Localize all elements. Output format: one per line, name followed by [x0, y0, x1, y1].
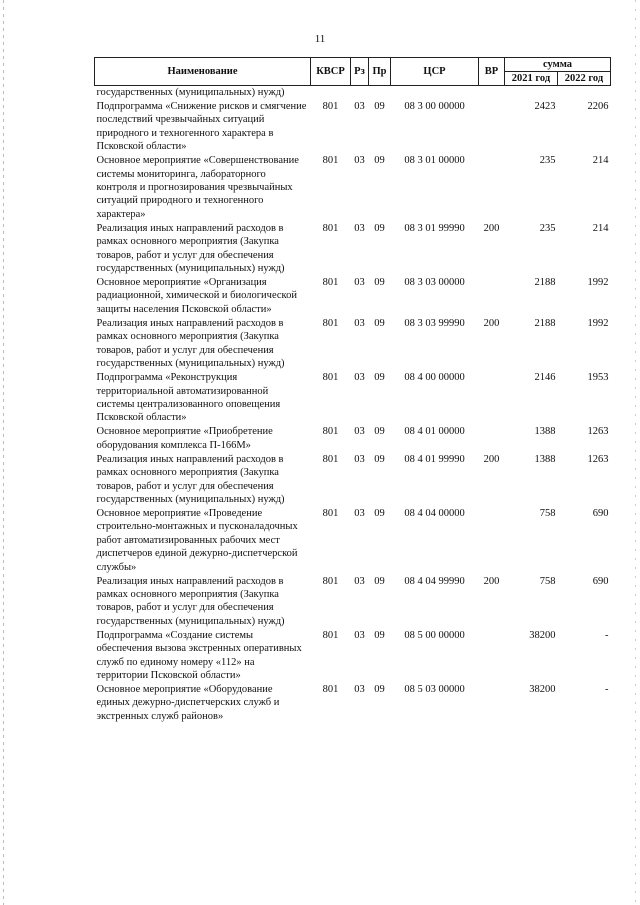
cell-pr: 09 [374, 507, 385, 519]
cell-csr: 08 3 03 99990 [404, 317, 465, 329]
cell-2022: 1263 [587, 453, 609, 465]
cell-2021 [505, 86, 558, 101]
cell-2021: 1388 [534, 453, 556, 465]
cell-vr [479, 683, 505, 724]
table-row [95, 276, 611, 317]
cell-2022 [558, 86, 611, 101]
cell-pr: 09 [374, 155, 385, 167]
cell-2022: 1263 [587, 426, 609, 438]
cell-rz: 03 [354, 317, 365, 329]
header-pr: Пр [369, 58, 391, 86]
cell-kvsr: 801 [322, 222, 339, 234]
cell-2021: 38200 [529, 684, 556, 695]
table-row [95, 100, 611, 154]
table-row [95, 222, 611, 276]
cell-kvsr: 801 [322, 575, 339, 587]
table-row [95, 317, 611, 371]
table-row [95, 507, 611, 575]
cell-vr [479, 100, 505, 154]
header-csr: ЦСР [391, 58, 479, 86]
table-row [95, 425, 611, 452]
cell-vr: 200 [483, 575, 500, 587]
cell-rz: 03 [354, 277, 365, 289]
cell-csr: 08 3 01 99990 [404, 222, 465, 234]
cell-2021: 2146 [534, 372, 556, 384]
cell-pr: 09 [374, 222, 385, 234]
table-row [95, 154, 611, 222]
cell-pr [369, 86, 391, 101]
cell-2022: 1953 [587, 372, 609, 384]
cell-2022: 690 [592, 575, 609, 587]
cell-rz: 03 [354, 372, 365, 384]
cell-2021: 2188 [534, 277, 556, 289]
cell-2022: 1992 [587, 317, 609, 329]
cell-vr [479, 154, 505, 222]
header-rz: Рз [351, 58, 369, 86]
cell-vr [479, 507, 505, 575]
cell-kvsr: 801 [322, 277, 339, 289]
cell-kvsr: 801 [322, 426, 339, 438]
cell-name: Основное мероприятие «Приобретение оборудования комплекса П-166М» [96, 426, 273, 451]
table-row [95, 629, 611, 683]
cell-kvsr: 801 [322, 453, 339, 465]
cell-kvsr: 801 [322, 155, 339, 167]
cell-csr: 08 3 00 00000 [404, 101, 465, 112]
cell-name: Реализация иных направлений расходов в рамках основного мероприятия (Закупка товаров, работ и услуг для обеспечения государственных (муниципальных) нужд) [96, 317, 285, 370]
cell-pr: 09 [374, 575, 385, 587]
budget-table [94, 57, 611, 724]
cell-vr [479, 371, 505, 425]
cell-name: Подпрограмма «Снижение рисков и смягчение последствий чрезвычайных ситуаций природного и техногенного характера в Псковской области» [96, 101, 307, 153]
cell-csr: 08 3 03 00000 [404, 277, 465, 289]
cell-name: Основное мероприятие «Оборудование единых дежурно-диспетчерских служб и экстренных служб районов» [96, 684, 280, 722]
cell-2021: 1388 [534, 426, 556, 438]
header-2022: 2022 год [558, 72, 611, 86]
table-body [95, 86, 611, 724]
cell-name: Основное мероприятие «Организация радиационной, химической и биологической защиты населения Псковской области» [96, 277, 297, 315]
table-header [95, 58, 611, 86]
cell-2022: 690 [592, 507, 609, 519]
cell-name: Подпрограмма «Создание системы обеспечения вызова экстренных оперативных служб по единому номеру «112» на территории Псковской области» [96, 629, 302, 681]
cell-2021: 235 [539, 155, 556, 167]
cell-pr: 09 [374, 101, 385, 112]
cell-2021: 235 [539, 222, 556, 234]
cell-vr: 200 [483, 317, 500, 329]
cell-kvsr: 801 [322, 372, 339, 384]
header-vr: ВР [479, 58, 505, 86]
page-number: 11 [314, 33, 326, 45]
header-2021: 2021 год [505, 72, 558, 86]
cell-kvsr: 801 [322, 101, 339, 112]
table-row [95, 453, 611, 507]
cell-rz: 03 [354, 155, 365, 167]
cell-2022: 214 [592, 222, 609, 234]
cell-name: Реализация иных направлений расходов в рамках основного мероприятия (Закупка товаров, работ и услуг для обеспечения государственных (муниципальных) нужд) [96, 453, 285, 505]
cell-vr: 200 [483, 453, 500, 465]
cell-2021: 2188 [534, 317, 556, 329]
cell-csr: 08 3 01 00000 [404, 155, 465, 167]
cell-2021: 758 [539, 575, 556, 587]
cell-vr [479, 86, 505, 101]
cell-pr: 09 [374, 629, 385, 641]
cell-rz: 03 [354, 507, 365, 519]
cell-kvsr: 801 [322, 507, 339, 519]
cell-2022: - [605, 684, 609, 695]
cell-csr: 08 5 00 00000 [404, 629, 465, 641]
table-row [95, 575, 611, 629]
table-row [95, 371, 611, 425]
cell-rz: 03 [354, 453, 365, 465]
table-row [95, 86, 611, 101]
cell-kvsr: 801 [322, 629, 339, 641]
cell-2021: 2423 [534, 101, 556, 112]
scan-edge-right [635, 0, 636, 905]
header-sum: сумма [505, 58, 611, 72]
cell-csr: 08 4 04 99990 [404, 575, 465, 587]
cell-csr: 08 4 01 99990 [404, 453, 465, 465]
cell-csr: 08 4 00 00000 [404, 372, 465, 384]
cell-kvsr [311, 86, 351, 101]
header-kvsr: КВСР [311, 58, 351, 86]
cell-pr: 09 [374, 277, 385, 289]
cell-name: Реализация иных направлений расходов в рамках основного мероприятия (Закупка товаров, работ и услуг для обеспечения государственных (муниципальных) нужд) [96, 575, 285, 627]
cell-csr: 08 4 01 00000 [404, 426, 465, 438]
cell-name: Основное мероприятие «Совершенствование системы мониторинга, лабораторного контроля и прогнозирования чрезвычайных ситуаций природного и техногенного характера» [96, 155, 299, 220]
cell-name: Подпрограмма «Реконструкция территориальной автоматизированной системы централизованного оповещения Псковской области» [96, 372, 281, 424]
cell-name: Реализация иных направлений расходов в рамках основного мероприятия (Закупка товаров, работ и услуг для обеспечения государственных (муниципальных) нужд) [96, 222, 285, 275]
scan-edge-left [3, 0, 4, 905]
cell-pr: 09 [374, 426, 385, 438]
cell-vr [479, 425, 505, 452]
cell-rz [351, 86, 369, 101]
cell-csr [391, 86, 479, 101]
cell-vr: 200 [483, 222, 500, 234]
cell-rz: 03 [354, 222, 365, 234]
cell-2022: 214 [592, 155, 609, 167]
cell-2021: 38200 [529, 629, 556, 641]
cell-kvsr: 801 [322, 317, 339, 329]
cell-rz: 03 [354, 426, 365, 438]
cell-csr: 08 5 03 00000 [404, 684, 465, 695]
cell-pr: 09 [374, 453, 385, 465]
cell-rz: 03 [354, 575, 365, 587]
cell-2022: - [605, 629, 609, 641]
cell-kvsr: 801 [322, 684, 339, 695]
cell-name: государственных (муниципальных) нужд) [96, 87, 285, 98]
cell-pr: 09 [374, 372, 385, 384]
cell-pr: 09 [374, 317, 385, 329]
cell-2022: 2206 [587, 101, 609, 112]
cell-csr: 08 4 04 00000 [404, 507, 465, 519]
cell-pr: 09 [374, 684, 385, 695]
cell-rz: 03 [354, 629, 365, 641]
header-name: Наименование [95, 58, 311, 86]
cell-vr [479, 629, 505, 683]
cell-2022: 1992 [587, 277, 609, 289]
cell-rz: 03 [354, 684, 365, 695]
cell-rz: 03 [354, 101, 365, 112]
table-row [95, 683, 611, 724]
cell-2021: 758 [539, 507, 556, 519]
cell-name: Основное мероприятие «Проведение строительно-монтажных и пусконаладочных работ автоматизированных рабочих мест диспетчеров единой дежурно-диспетчерской службы» [96, 507, 298, 573]
cell-vr [479, 276, 505, 317]
